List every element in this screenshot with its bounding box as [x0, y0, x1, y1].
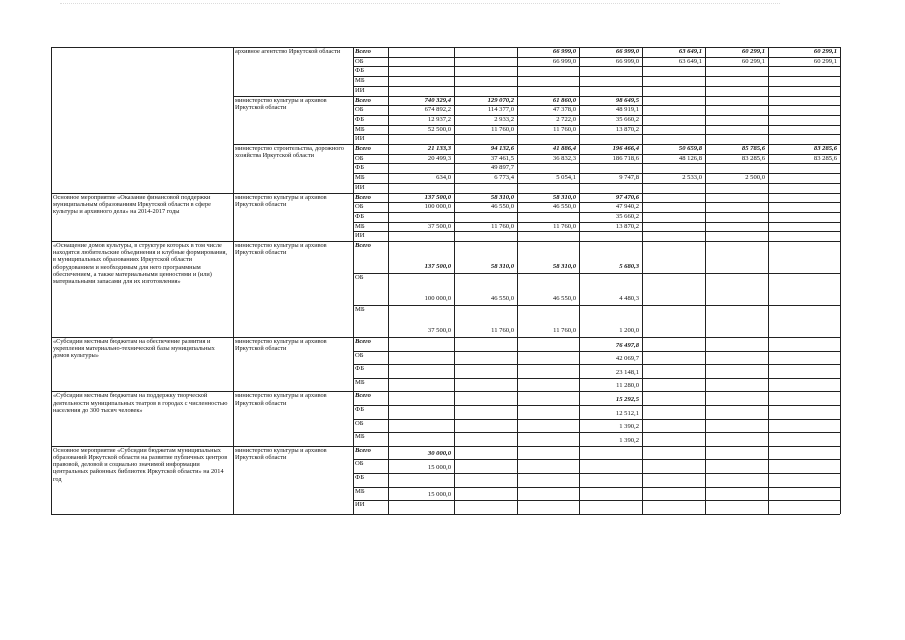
agency-name: министерство культуры и архивов Иркутской области — [235, 392, 327, 407]
amount-cell: 1 390,2 — [619, 423, 639, 431]
amount-cell: 5 054,1 — [556, 174, 576, 182]
fund-source-label: МБ — [355, 125, 365, 133]
amount-cell: 60 299,1 — [813, 48, 837, 55]
amount-cell: 11 760,0 — [553, 327, 576, 334]
amount-cell: 30 000,0 — [427, 450, 451, 458]
fund-source-label: ФБ — [355, 115, 364, 123]
amount-cell: 47 378,0 — [552, 106, 576, 114]
grid-line — [353, 514, 840, 515]
grid-line — [353, 305, 840, 306]
grid-line — [353, 364, 840, 365]
amount-cell: 20 499,3 — [427, 154, 451, 162]
amount-cell: 50 659,8 — [678, 145, 702, 152]
amount-cell: 58 310,0 — [490, 193, 514, 201]
amount-cell: 97 470,6 — [615, 193, 639, 201]
fund-source-label: ИИ — [355, 86, 365, 94]
amount-cell: 634,0 — [436, 174, 451, 182]
fund-source-label: ИИ — [355, 501, 365, 509]
fund-source-label: МБ — [355, 174, 365, 182]
fund-source-label: ОБ — [355, 203, 364, 211]
grid-line — [353, 432, 840, 433]
grid-line — [353, 419, 840, 420]
amount-cell: 83 285,6 — [741, 154, 765, 162]
amount-cell: 66 999,0 — [552, 57, 576, 65]
amount-cell: 83 285,6 — [813, 154, 837, 162]
amount-cell: 6 773,4 — [494, 174, 514, 182]
agency-name: министерство культуры и архивов Иркутской области — [235, 338, 327, 353]
amount-cell: 36 832,3 — [552, 154, 576, 162]
grid-line — [768, 47, 769, 514]
fund-source-label: ФБ — [355, 212, 364, 220]
amount-cell: 58 310,0 — [552, 193, 576, 201]
fund-source-label: ИИ — [355, 232, 365, 240]
fund-source-label: ФБ — [355, 67, 364, 75]
amount-cell: 49 897,7 — [490, 164, 514, 172]
amount-cell: 13 870,2 — [615, 222, 639, 230]
amount-cell: 114 377,0 — [487, 106, 514, 114]
grid-line — [388, 47, 389, 514]
grid-line — [454, 47, 455, 514]
amount-cell: 35 660,2 — [615, 212, 639, 220]
grid-line — [353, 473, 840, 474]
fund-source-label: ОБ — [355, 419, 364, 427]
amount-cell: 48 126,8 — [678, 154, 702, 162]
fund-source-label: ОБ — [355, 274, 364, 281]
fund-source-label: Всего — [355, 242, 371, 249]
amount-cell: 46 550,0 — [490, 203, 514, 211]
amount-cell: 52 500,0 — [427, 125, 451, 133]
grid-line — [353, 273, 840, 274]
grid-line — [353, 231, 840, 232]
amount-cell: 11 760,0 — [491, 125, 514, 133]
amount-cell: 137 500,0 — [424, 263, 451, 270]
agency-name: министерство культуры и архивов Иркутской области — [235, 446, 327, 461]
grid-line — [840, 47, 841, 514]
agency-name: министерство культуры и архивов Иркутской области — [235, 96, 327, 111]
amount-cell: 66 999,0 — [615, 48, 639, 55]
amount-cell: 98 649,5 — [615, 96, 639, 104]
grid-line — [353, 241, 840, 242]
amount-cell: 15 000,0 — [427, 491, 451, 499]
program-name — [53, 48, 231, 192]
fund-source-label: МБ — [355, 487, 365, 495]
program-name: Основное мероприятие «Оказание финансовой поддержки муниципальным образованиям Иркутской области в сфере культуры и архивного дела» на 2014-2017 годы — [53, 193, 211, 215]
amount-cell: 5 680,3 — [619, 263, 639, 270]
grid-line — [353, 66, 840, 67]
amount-cell: 2 933,2 — [494, 115, 514, 123]
amount-cell: 66 999,0 — [615, 57, 639, 65]
amount-cell: 11 280,0 — [616, 382, 639, 390]
amount-cell: 1 200,0 — [619, 327, 639, 334]
fund-source-label: МБ — [355, 433, 365, 441]
fund-source-label: Всего — [355, 96, 371, 104]
fund-source-label: МБ — [355, 378, 365, 386]
grid-line — [353, 459, 840, 460]
grid-line — [353, 76, 840, 77]
fund-source-label: МБ — [355, 222, 365, 230]
grid-line — [705, 47, 706, 514]
amount-cell: 42 069,7 — [615, 355, 639, 363]
grid-line — [51, 514, 233, 515]
amount-cell: 21 133,3 — [427, 145, 451, 152]
grid-line — [353, 134, 840, 135]
amount-cell: 12 937,2 — [427, 115, 451, 123]
grid-line — [517, 47, 518, 514]
scan-top-edge — [60, 3, 780, 8]
agency-name: архивное агентство Иркутской области — [235, 48, 341, 55]
fund-source-label: Всего — [355, 338, 371, 345]
amount-cell: 2 500,0 — [745, 174, 765, 182]
grid-line — [642, 47, 643, 514]
fund-source-label: Всего — [355, 48, 371, 55]
amount-cell: 11 760,0 — [553, 125, 576, 133]
grid-line — [353, 487, 840, 488]
amount-cell: 4 480,3 — [619, 295, 639, 302]
amount-cell: 2 722,0 — [556, 115, 576, 123]
agency-name: министерство строительства, дорожного хозяйства Иркутской области — [235, 145, 344, 160]
fund-source-label: МБ — [355, 306, 365, 313]
amount-cell: 58 310,0 — [552, 263, 576, 270]
amount-cell: 186 718,6 — [612, 154, 639, 162]
grid-line — [353, 446, 840, 447]
fund-source-label: ИИ — [355, 135, 365, 143]
amount-cell: 196 466,4 — [612, 145, 639, 152]
grid-line — [353, 378, 840, 379]
amount-cell: 674 892,2 — [424, 106, 451, 114]
agency-name: министерство культуры и архивов Иркутской области — [235, 242, 327, 257]
amount-cell: 60 299,1 — [741, 57, 765, 65]
program-name: Основное мероприятие «Субсидии бюджетам муниципальных образований Иркутской области на развитие публичных центров правовой, деловой и социально значимой информации центральных районных библиотек Иркутской области» на 2014 год — [53, 446, 228, 483]
amount-cell: 100 000,0 — [424, 203, 451, 211]
program-name: «Оснащение домов культуры, в структуре которых в том числе находятся любительские объединения и клубные формирования, в муниципальных образованиях Иркутской области оборудованием и необходимым для него программным обеспечением, а также материальными ценностями и (или) материальными запасами для их изготовления» — [53, 242, 228, 286]
grid-line — [353, 337, 840, 338]
fund-source-label: ИИ — [355, 183, 365, 191]
fund-source-label: ФБ — [355, 406, 364, 413]
grid-line — [233, 47, 234, 514]
amount-cell: 60 299,1 — [813, 57, 837, 65]
amount-cell: 41 886,4 — [552, 145, 576, 152]
grid-line — [353, 500, 840, 501]
amount-cell: 63 649,1 — [678, 57, 702, 65]
amount-cell: 37 500,0 — [427, 222, 451, 230]
amount-cell: 740 329,4 — [424, 96, 451, 104]
amount-cell: 46 550,0 — [552, 203, 576, 211]
fund-source-label: ФБ — [355, 164, 364, 172]
fund-source-label: ОБ — [355, 106, 364, 114]
grid-line — [579, 47, 580, 514]
amount-cell: 100 000,0 — [424, 295, 451, 302]
fund-source-label: ОБ — [355, 460, 364, 468]
agency-name: министерство культуры и архивов Иркутской области — [235, 193, 327, 208]
amount-cell: 46 550,0 — [490, 295, 514, 302]
fund-source-label: Всего — [355, 145, 371, 152]
grid-line — [353, 183, 840, 184]
amount-cell: 15 000,0 — [427, 464, 451, 471]
amount-cell: 83 285,6 — [813, 145, 837, 152]
grid-line — [353, 391, 840, 392]
fund-source-label: МБ — [355, 77, 365, 85]
amount-cell: 61 860,0 — [552, 96, 576, 104]
amount-cell: 46 550,0 — [552, 295, 576, 302]
fund-source-label: Всего — [355, 392, 371, 400]
amount-cell: 129 070,2 — [487, 96, 514, 104]
grid-line — [51, 47, 52, 514]
amount-cell: 11 760,0 — [491, 222, 514, 230]
amount-cell: 37 500,0 — [427, 327, 451, 334]
amount-cell: 60 299,1 — [741, 48, 765, 55]
amount-cell: 23 148,1 — [615, 368, 639, 376]
grid-line — [353, 405, 840, 406]
amount-cell: 13 870,2 — [615, 125, 639, 133]
program-name: «Субсидии местным бюджетам на поддержку творческой деятельности муниципальных театров в городах с численностью населения до 300 тысяч человек» — [53, 392, 228, 414]
amount-cell: 12 512,1 — [615, 409, 639, 417]
fund-source-label: ОБ — [355, 57, 364, 65]
fund-source-label: Всего — [355, 446, 371, 454]
amount-cell: 35 660,2 — [615, 115, 639, 123]
amount-cell: 37 461,5 — [490, 154, 514, 162]
grid-line — [353, 351, 840, 352]
amount-cell: 63 649,1 — [678, 48, 702, 55]
amount-cell: 94 132,6 — [490, 145, 514, 152]
amount-cell: 66 999,0 — [552, 48, 576, 55]
amount-cell: 9 747,8 — [619, 174, 639, 182]
amount-cell: 137 500,0 — [424, 193, 451, 201]
fund-source-label: ФБ — [355, 474, 364, 481]
grid-line — [233, 514, 353, 515]
amount-cell: 85 785,6 — [741, 145, 765, 152]
fund-source-label: ОБ — [355, 154, 364, 162]
fund-source-label: Всего — [355, 193, 371, 201]
amount-cell: 48 919,1 — [615, 106, 639, 114]
amount-cell: 58 310,0 — [490, 263, 514, 270]
amount-cell: 11 760,0 — [491, 327, 514, 334]
fund-source-label: ОБ — [355, 351, 364, 359]
amount-cell: 15 292,5 — [615, 396, 639, 403]
fund-source-label: ФБ — [355, 365, 364, 373]
amount-cell: 47 940,2 — [615, 203, 639, 211]
amount-cell: 1 390,2 — [619, 436, 639, 444]
grid-line — [353, 163, 840, 164]
grid-line — [353, 86, 840, 87]
grid-line — [353, 47, 354, 514]
program-name: «Субсидии местным бюджетам на обеспечение развития и укрепления материально-технической базы муниципальных домов культуры» — [53, 338, 215, 360]
amount-cell: 76 497,8 — [615, 341, 639, 349]
amount-cell: 2 533,0 — [682, 174, 702, 182]
amount-cell: 11 760,0 — [553, 222, 576, 230]
